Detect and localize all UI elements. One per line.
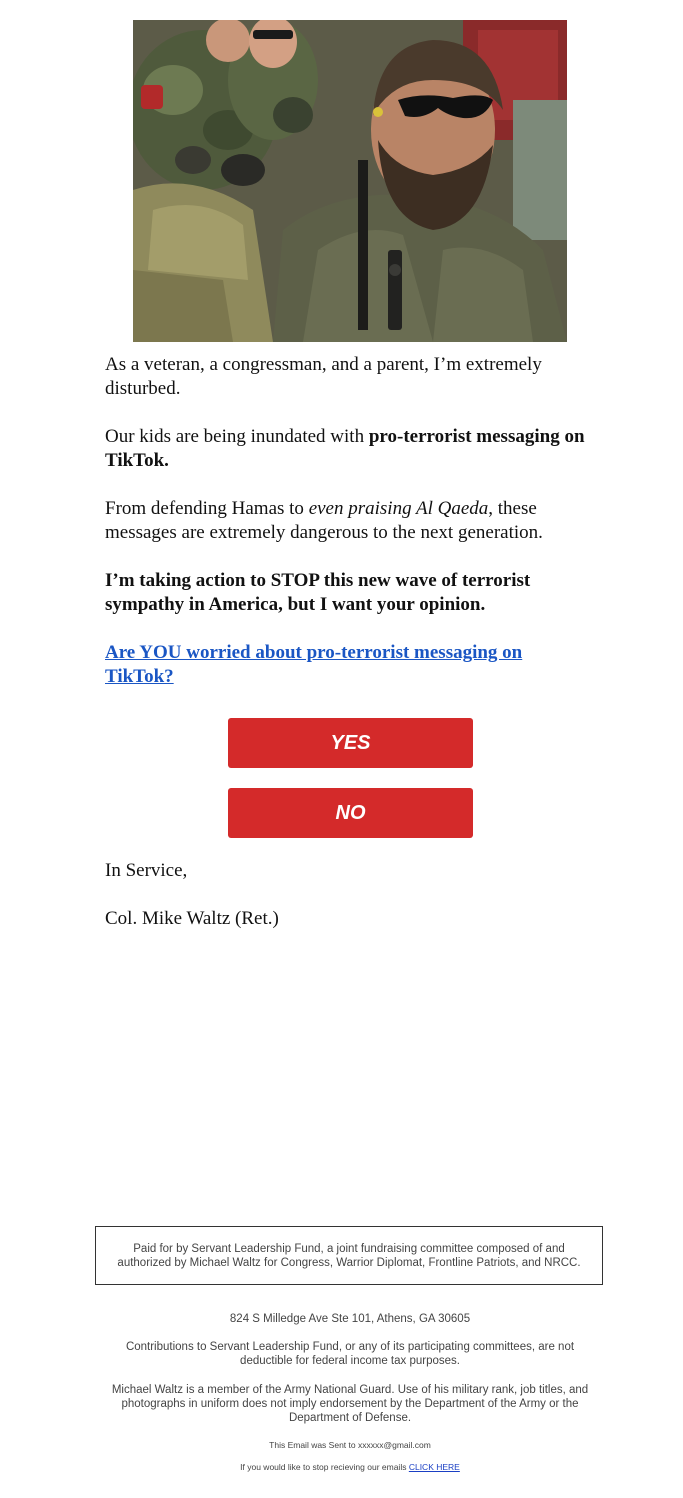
no-button[interactable]: NO (228, 788, 473, 838)
intro-paragraph: As a veteran, a congressman, and a parent, I’m extremely disturbed. (105, 354, 542, 399)
tiktok-paragraph-text: Our kids are being inundated with (105, 426, 369, 447)
paid-for-disclaimer (95, 1226, 603, 1285)
tiktok-paragraph-emphasis: pro-terrorist messaging on TikTok. (105, 426, 585, 471)
danger-paragraph-text-a: From defending Hamas to (105, 498, 309, 519)
hero-photo (133, 20, 567, 342)
danger-paragraph-text-b: , these messages are extremely dangerous to the next generation. (105, 498, 543, 543)
paid-for-disclaimer-text: Paid for by Servant Leadership Fund, a joint fundraising committee composed of and authorized by Michael Waltz for Congress, Warrior Diplomat, Frontline Patriots, and NRCC. (117, 1242, 581, 1269)
mailing-address: 824 S Milledge Ave Ste 101, Athens, GA 30605 (229, 1313, 471, 1325)
signature: Col. Mike Waltz (Ret.) (105, 908, 279, 929)
sent-to-notice: This Email was Sent to xxxxxx@gmail.com (269, 1440, 431, 1450)
unsubscribe-text: If you would like to stop recieving our emails (240, 1462, 409, 1472)
yes-button[interactable]: YES (228, 718, 473, 768)
unsubscribe-link[interactable]: CLICK HERE (408, 1462, 460, 1472)
danger-paragraph-italic: even praising Al Qaeda (308, 498, 489, 519)
action-paragraph: I’m taking action to STOP this new wave of terrorist sympathy in America, but I want your opinion. (105, 570, 531, 615)
military-notice: Michael Waltz is a member of the Army National Guard. Use of his military rank, job titles, and photographs in uniform does not imply endorsement by the Department of the Army or the Department of Defense. (111, 1384, 589, 1424)
question-link[interactable]: Are YOU worried about pro-terrorist messaging on TikTok? (105, 642, 523, 687)
question-paragraph (105, 641, 589, 689)
tiktok-paragraph (105, 425, 589, 473)
danger-paragraph (105, 497, 589, 545)
unsubscribe-line (100, 1462, 600, 1473)
closing-line: In Service, (105, 860, 188, 881)
tax-notice: Contributions to Servant Leadership Fund, or any of its participating committees, are not deductible for federal income tax purposes. (125, 1341, 575, 1367)
